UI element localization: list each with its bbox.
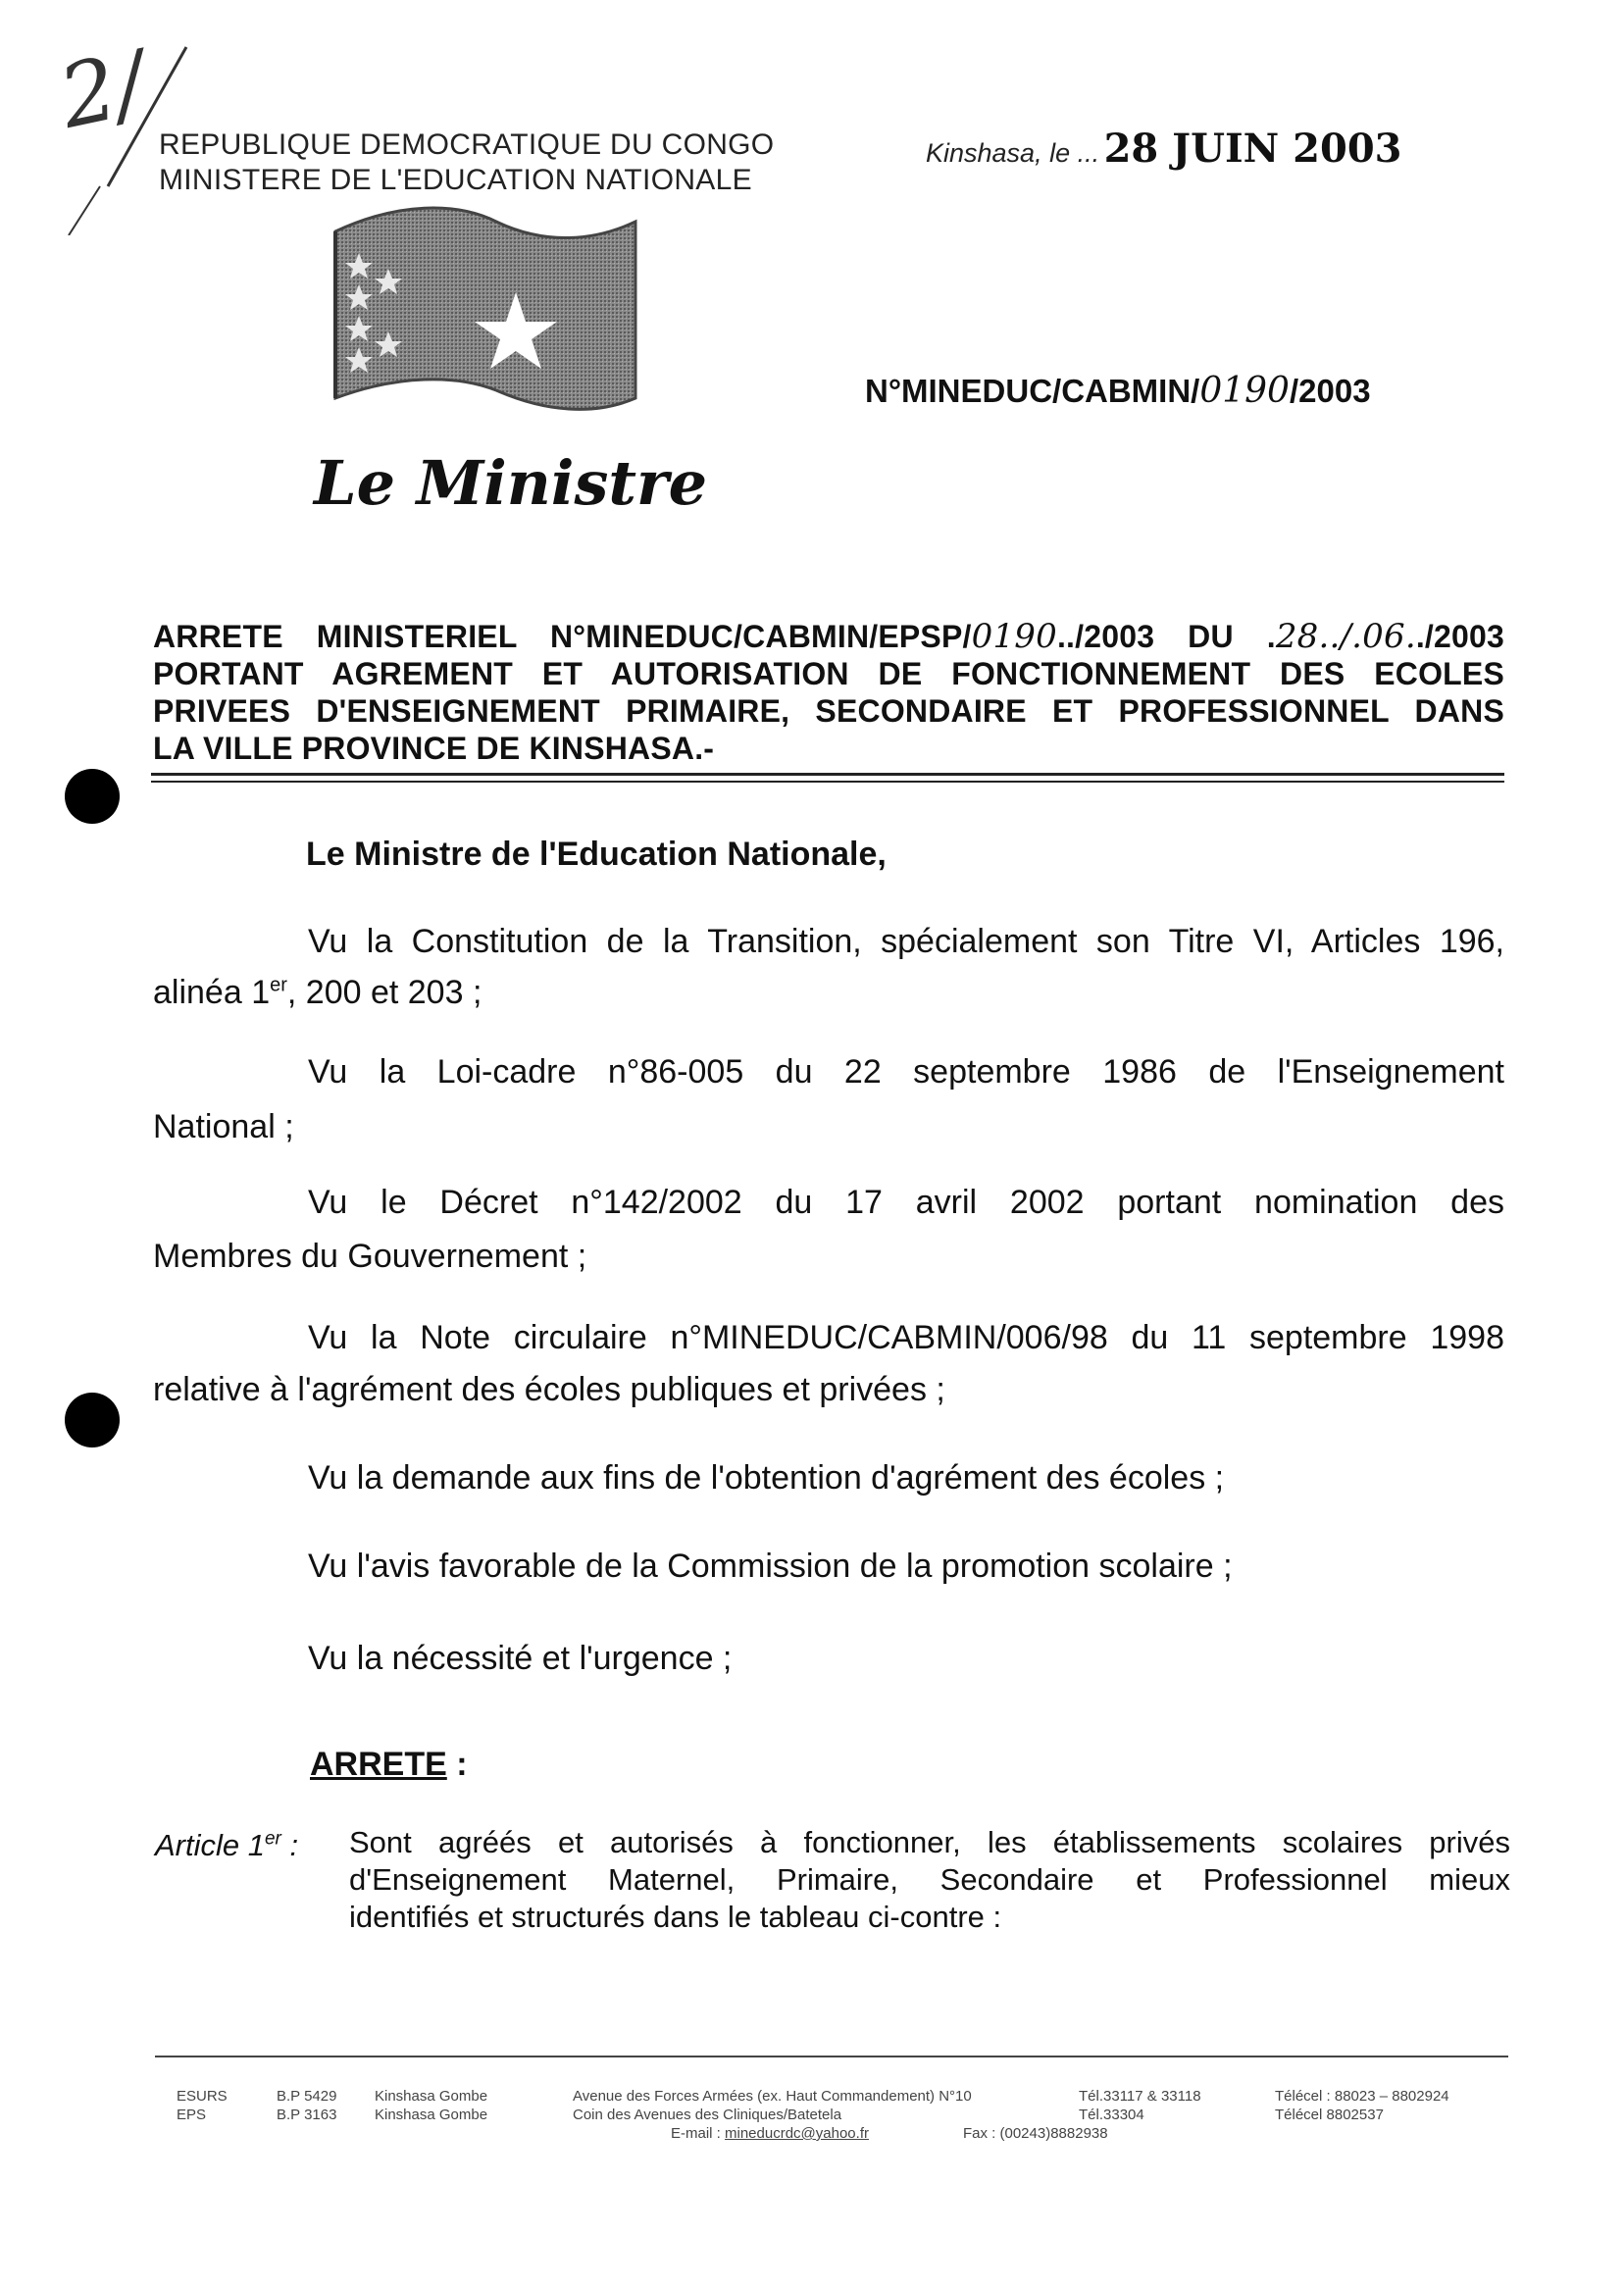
footer-bp2: B.P 3163 [277, 2107, 337, 2123]
decree-title-line3: PRIVEES D'ENSEIGNEMENT PRIMAIRE, SECONDAIRE ET PROFESSIONNEL DANS [153, 693, 1504, 729]
punch-hole-top [65, 769, 120, 824]
article-1-line3: identifiés et structurés dans le tableau ci-contre : [349, 1900, 1002, 1934]
email-link[interactable]: mineducrdc@yahoo.fr [725, 2125, 869, 2142]
flag-emblem [330, 202, 641, 418]
vu-constitution-line2: alinéa 1er, 200 et 203 ; [153, 974, 482, 1011]
vu-necessite: Vu la nécessité et l'urgence ; [308, 1640, 733, 1677]
footer-eps-abbr: EPS [177, 2107, 207, 2123]
decree-title-line2: PORTANT AGREMENT ET AUTORISATION DE FONCTIONNEMENT DES ECOLES [153, 656, 1504, 691]
vu-note-circulaire: Vu la Note circulaire n°MINEDUC/CABMIN/006/98 du 11 septembre 1998 [308, 1319, 1504, 1356]
article-1-label: Article 1er : [155, 1828, 299, 1862]
decree-title-line1: ARRETE MINISTERIEL N°MINEDUC/CABMIN/EPSP/0190../2003 DU .28../.06../2003 [153, 617, 1505, 656]
footer-city2: Kinshasa Gombe [375, 2107, 488, 2123]
signature-title: Le Ministre [314, 447, 708, 519]
decree-date-handwritten: 28../.06. [1275, 617, 1416, 656]
footer-rule [155, 2056, 1508, 2057]
vu-constitution: Vu la Constitution de la Transition, spécialement son Titre VI, Articles 196, [308, 923, 1504, 960]
vu-loi-cadre: Vu la Loi-cadre n°86-005 du 22 septembre 1986 de l'Enseignement [308, 1053, 1504, 1091]
footer-tel2: Tél.33304 [1079, 2107, 1144, 2123]
vu-demande: Vu la demande aux fins de l'obtention d'agrément des écoles ; [308, 1459, 1225, 1497]
footer-address2: Coin des Avenues des Cliniques/Batetela [573, 2107, 842, 2123]
minister-heading: Le Ministre de l'Education Nationale, [306, 836, 887, 873]
footer-address1: Avenue des Forces Armées (ex. Haut Commandement) N°10 [573, 2088, 972, 2105]
date-stamp: 28 JUIN 2003 [1103, 126, 1402, 172]
decree-number-handwritten: 0190 [971, 617, 1057, 656]
vu-decret-line2: Membres du Gouvernement ; [153, 1238, 587, 1275]
title-rule-bottom [151, 781, 1504, 783]
footer-esurs-abbr: ESURS [177, 2088, 228, 2105]
title-rule-top [151, 773, 1504, 776]
date-label: Kinshasa, le ... [926, 138, 1100, 168]
vu-note-circulaire-line2: relative à l'agrément des écoles publiques et privées ; [153, 1371, 945, 1408]
republic-heading: REPUBLIQUE DEMOCRATIQUE DU CONGO [159, 128, 775, 161]
article-1-line1: Sont agréés et autorisés à fonctionner, les établissements scolaires privés [349, 1825, 1510, 1859]
vu-decret: Vu le Décret n°142/2002 du 17 avril 2002 portant nomination des [308, 1184, 1504, 1221]
punch-hole-bottom [65, 1393, 120, 1447]
footer-telecel2: Télécel 8802537 [1275, 2107, 1384, 2123]
footer-fax: Fax : (00243)8882938 [963, 2125, 1108, 2142]
footer-telecel1: Télécel : 88023 – 8802924 [1275, 2088, 1449, 2105]
reference-handwritten: 0190 [1199, 371, 1290, 411]
footer-city1: Kinshasa Gombe [375, 2088, 488, 2105]
article-1-line2: d'Enseignement Maternel, Primaire, Secondaire et Professionnel mieux [349, 1862, 1510, 1897]
corner-handwriting: 2/ [51, 31, 155, 148]
decree-title-line4: LA VILLE PROVINCE DE KINSHASA.- [153, 731, 715, 766]
vu-loi-cadre-line2: National ; [153, 1108, 294, 1145]
footer-tel1: Tél.33117 & 33118 [1079, 2088, 1201, 2105]
reference-number: N°MINEDUC/CABMIN/0190/2003 [865, 371, 1371, 411]
footer-bp1: B.P 5429 [277, 2088, 337, 2105]
date-line [926, 126, 1402, 172]
vu-avis: Vu l'avis favorable de la Commission de la promotion scolaire ; [308, 1548, 1233, 1585]
ministry-heading: MINISTERE DE L'EDUCATION NATIONALE [159, 164, 752, 196]
arrete-heading: ARRETE : [310, 1746, 468, 1783]
footer-email: E-mail : mineducrdc@yahoo.fr [671, 2125, 869, 2142]
